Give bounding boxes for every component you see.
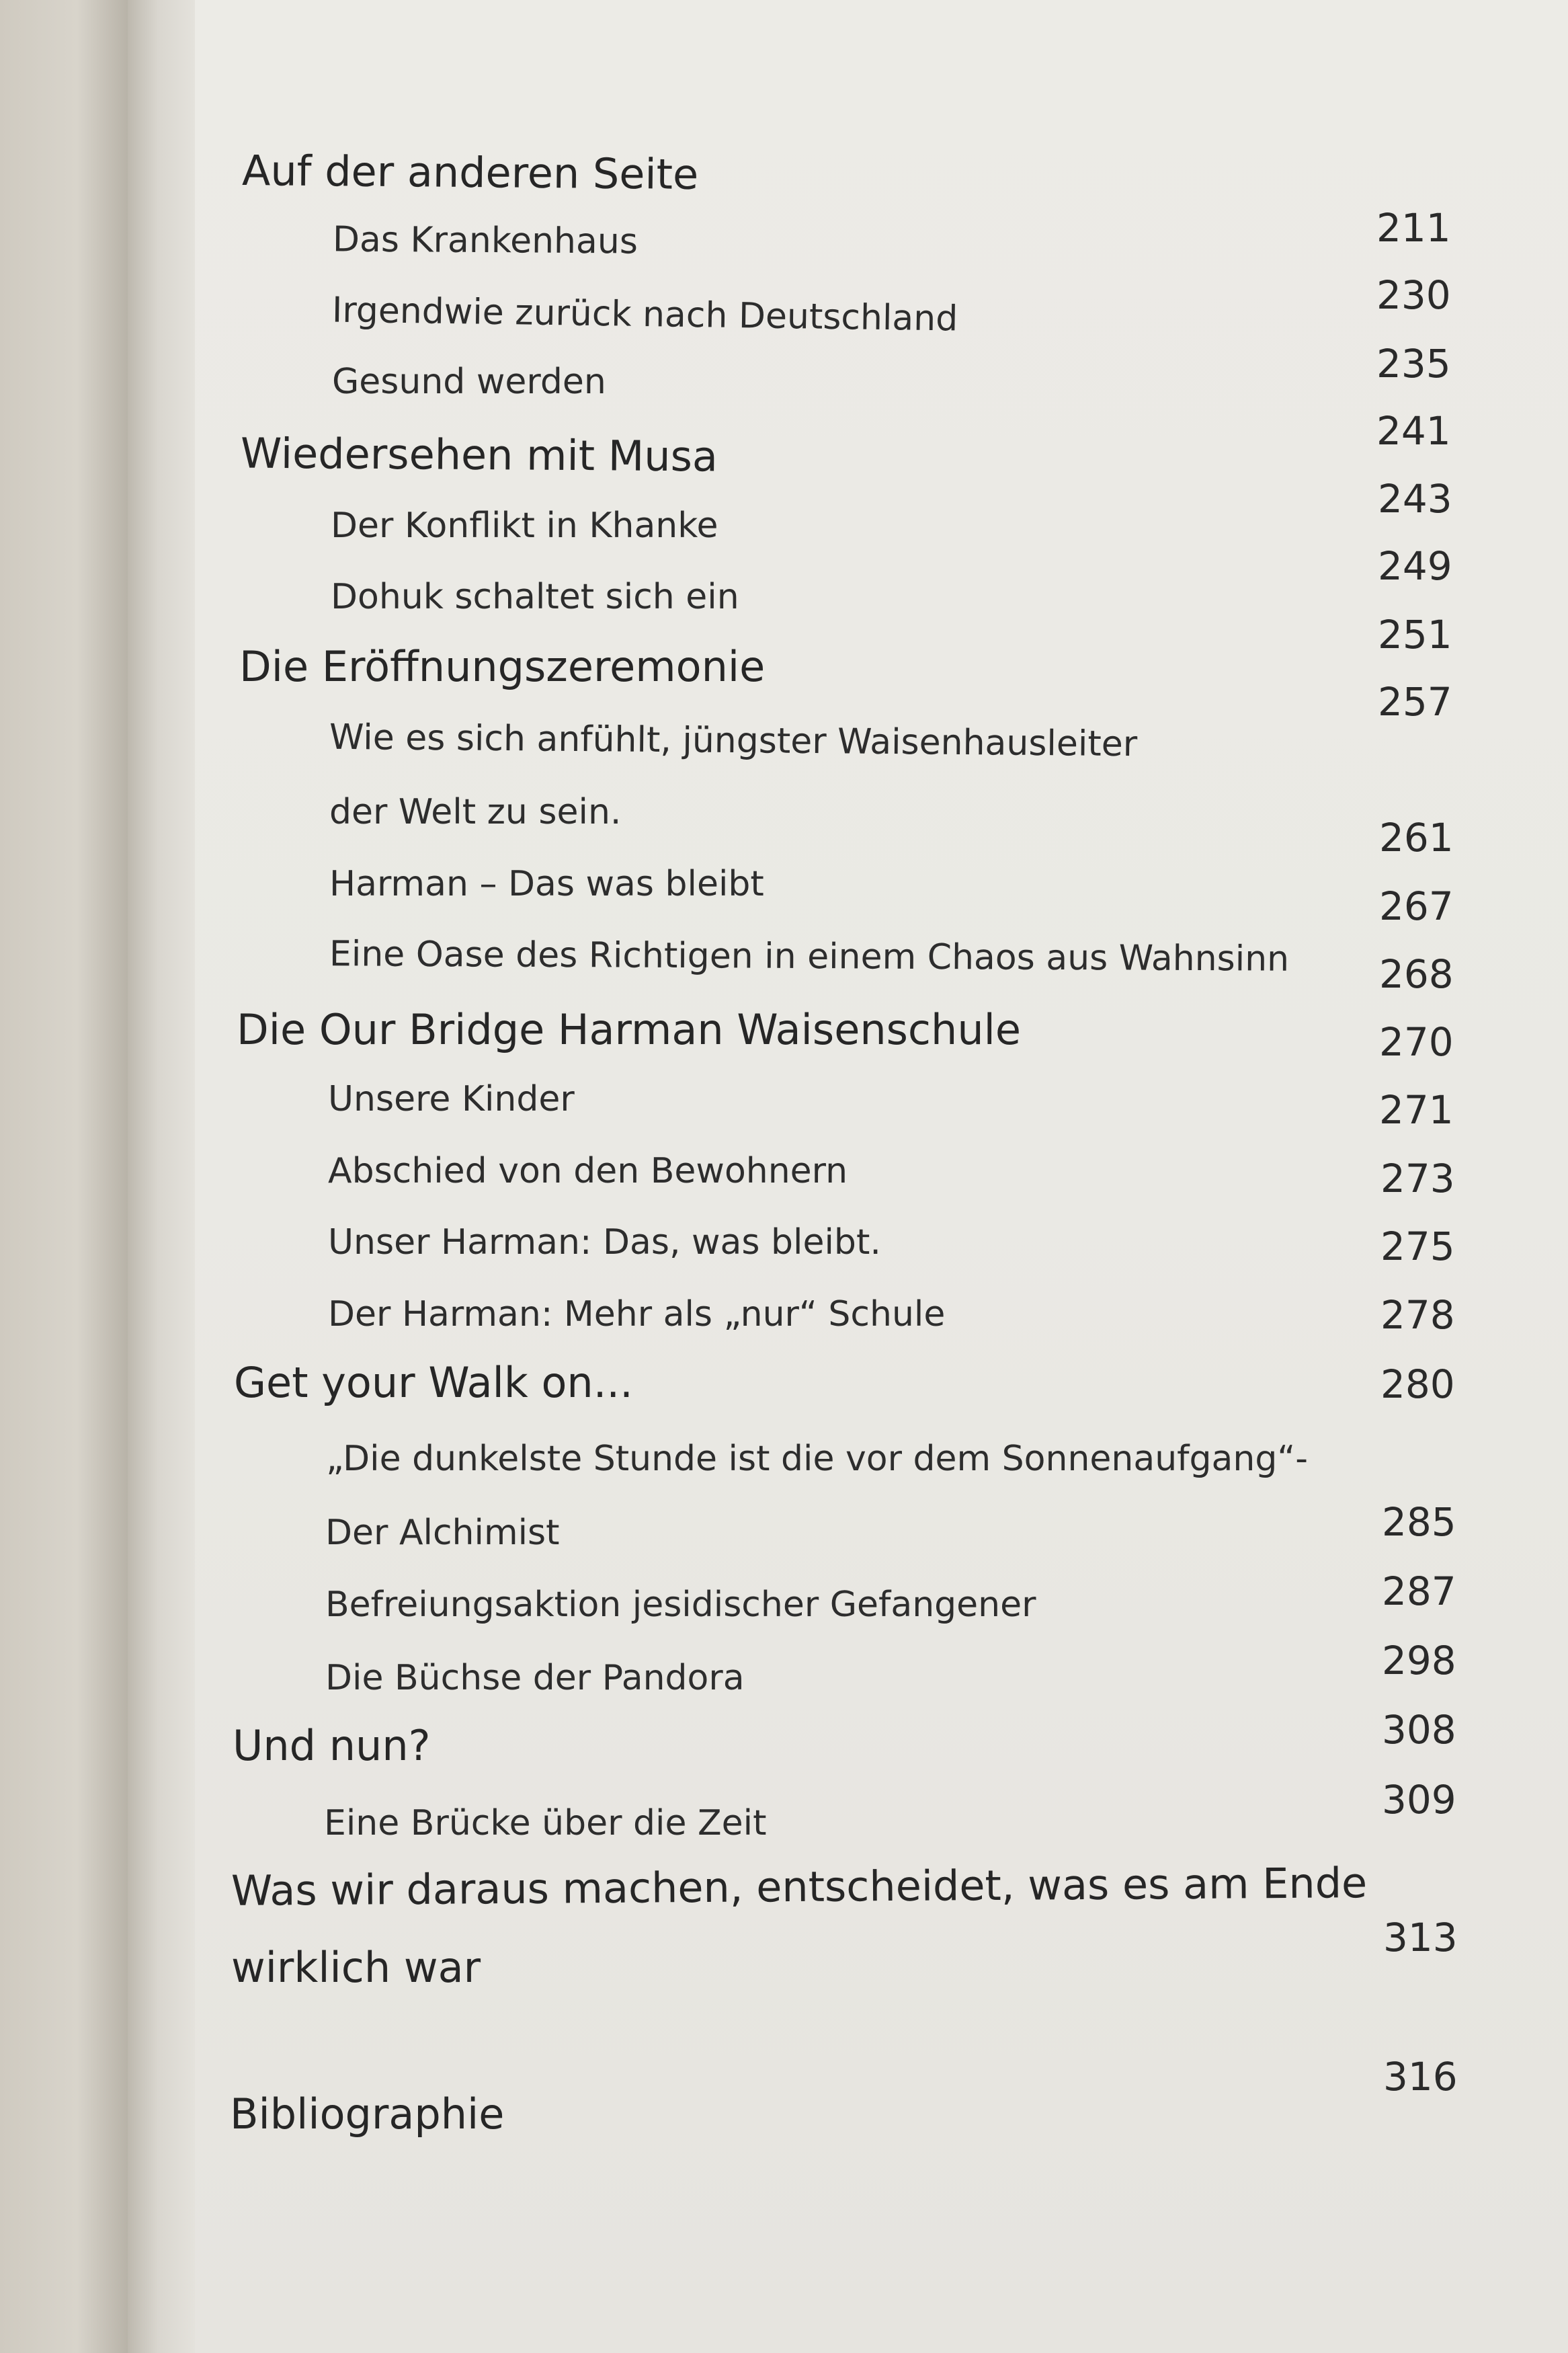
toc-subentry: Abschied von den Bewohnern: [328, 1151, 848, 1191]
toc-page: [195, 0, 1568, 2353]
page-number: 308: [1382, 1707, 1456, 1753]
page-number: 273: [1380, 1156, 1455, 1201]
toc-subentry: Irgendwie zurück nach Deutschland: [331, 290, 958, 340]
toc-subentry: Befreiungsaktion jesidischer Gefangener: [325, 1585, 1036, 1625]
toc-subentry: Der Alchimist: [325, 1513, 560, 1553]
toc-heading: Wiedersehen mit Musa: [240, 428, 718, 481]
page-number: 309: [1382, 1777, 1456, 1823]
toc-heading: wirklich war: [231, 1943, 481, 1992]
page-number: 249: [1378, 543, 1452, 589]
toc-subentry: „Die dunkelste Stunde ist die vor dem Sonnenaufgang“-: [326, 1439, 1309, 1479]
toc-subentry: Harman – Das was bleibt: [329, 864, 764, 904]
toc-heading: Und nun?: [233, 1721, 431, 1770]
page-number: 270: [1379, 1019, 1454, 1065]
toc-subentry: der Welt zu sein.: [329, 792, 622, 832]
toc-subentry: Dohuk schaltet sich ein: [331, 577, 739, 617]
toc-heading: Get your Walk on...: [234, 1358, 633, 1407]
toc-heading: Die Eröffnungszeremonie: [239, 642, 766, 691]
toc-subentry: Eine Oase des Richtigen in einem Chaos aus Wahnsinn: [329, 934, 1290, 980]
previous-page-edge: [0, 0, 128, 2353]
page-number: 278: [1380, 1292, 1455, 1338]
page-number: 243: [1378, 476, 1452, 522]
page-number: 313: [1383, 1915, 1458, 1960]
page-number: 298: [1382, 1638, 1456, 1683]
page-number: 316: [1383, 2054, 1458, 2100]
toc-heading: Bibliographie: [230, 2089, 505, 2139]
page-number: 268: [1379, 951, 1454, 997]
toc-subentry: Wie es sich anfühlt, jüngster Waisenhausleiter: [329, 717, 1138, 765]
toc-subentry: Unsere Kinder: [328, 1079, 575, 1119]
toc-heading: Was wir daraus machen, entscheidet, was es am Ende: [231, 1858, 1368, 1915]
page-number: 230: [1376, 272, 1451, 318]
book-gutter: [128, 0, 195, 2353]
page-number: 287: [1382, 1568, 1456, 1614]
toc-subentry: Unser Harman: Das, was bleibt.: [328, 1222, 881, 1263]
page-number: 211: [1376, 205, 1451, 251]
toc-heading: Die Our Bridge Harman Waisenschule: [237, 1005, 1021, 1054]
page-number: 267: [1379, 883, 1454, 929]
page-number: 280: [1380, 1361, 1455, 1407]
toc-heading: Auf der anderen Seite: [241, 146, 699, 199]
page-number: 241: [1376, 408, 1451, 454]
toc-subentry: Die Büchse der Pandora: [325, 1658, 745, 1698]
page-number: 271: [1379, 1087, 1454, 1133]
toc-subentry: Gesund werden: [332, 362, 606, 402]
page-number: 261: [1379, 815, 1454, 861]
page-number: 257: [1378, 679, 1452, 725]
toc-subentry: Das Krankenhaus: [332, 219, 638, 262]
toc-subentry: Der Harman: Mehr als „nur“ Schule: [328, 1294, 946, 1334]
page-number: 235: [1376, 341, 1451, 387]
page-number: 251: [1378, 612, 1452, 657]
page-number: 285: [1382, 1499, 1456, 1545]
page-number: 275: [1380, 1224, 1455, 1269]
toc-subentry: Der Konflikt in Khanke: [331, 506, 718, 546]
toc-subentry: Eine Brücke über die Zeit: [324, 1803, 767, 1843]
